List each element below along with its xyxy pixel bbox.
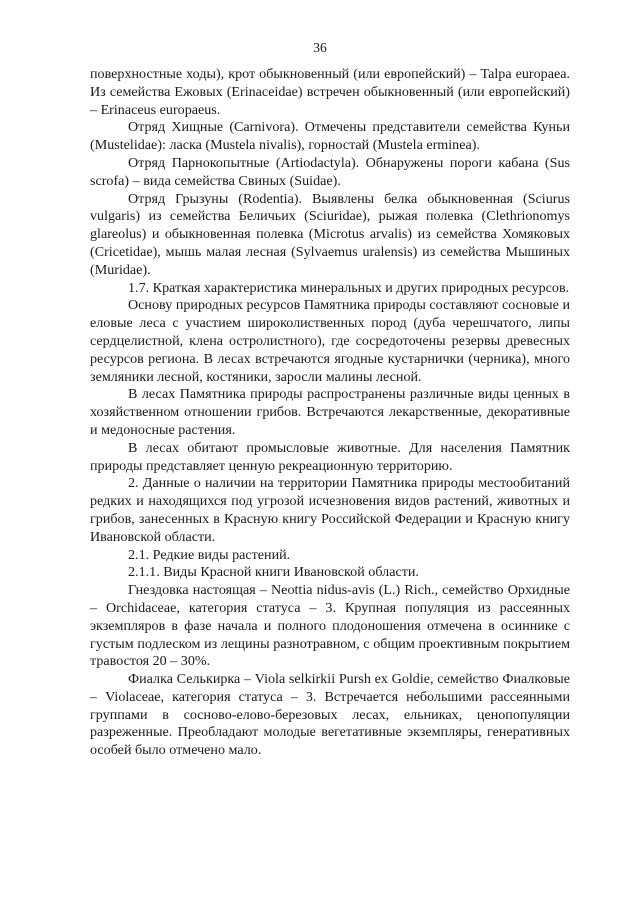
section-heading-2-1-1: 2.1.1. Виды Красной книги Ивановской области. xyxy=(128,564,419,581)
section-heading-2: 2. Данные о наличии на территории Памятника природы местообитаний редких и находящихся под угрозой исчезновения видов растений, животных и грибов, занесенных в Красную книгу Российской Федерации и Красную книгу Ивановской области. xyxy=(90,475,570,545)
paragraph-game-animals: В лесах обитают промысловые животные. Для населения Памятник природы представляет ценную рекреационную территорию. xyxy=(90,439,570,474)
paragraph-fungi: В лесах Памятника природы распространены различные виды ценных в хозяйственном отношении грибов. Встречаются лекарственные, декоративные и медоносные растения. xyxy=(90,386,570,438)
page-number: 36 xyxy=(313,40,327,55)
section-heading-1-7: 1.7. Краткая характеристика минеральных и других природных ресурсов. xyxy=(128,279,570,296)
paragraph-neottia: Гнездовка настоящая – Neottia nidus-avis (L.) Rich., семейство Орхидные – Orchidaceae, категория статуса – 3. Крупная популяция из рассеянных экземпляров в фазе начала и полного плодоношения отмечена в осиннике с густым подлеском из лещины разнотравном, с общим проективным покрытием травостоя 20 – 30%. xyxy=(90,582,570,670)
paragraph-carnivora: Отряд Хищные (Carnivora). Отмечены представители семейства Куньи (Mustelidae): ласка (Mustela nivalis), горностай (Mustela erminea). xyxy=(90,119,570,154)
paragraph-insectivora-continued: поверхностные ходы), крот обыкновенный (или европейский) – Talpa europaea. Из семейства Ежовых (Erinaceidae) встречен обыкновенный (или европейский) – Erinaceus europaeus. xyxy=(90,66,570,118)
paragraph-artiodactyla: Отряд Парнокопытные (Artiodactyla). Обнаружены пороги кабана (Sus scrofa) – вида семейства Свиных (Suidae). xyxy=(90,154,570,189)
paragraph-natural-resources: Основу природных ресурсов Памятника природы составляют сосновые и еловые леса с участием широколиственных пород (дуба черешчатого, липы сердцелистной, клена остролистного), где сосредоточены резервы древесных ресурсов региона. В лесах встречаются ягодные кустарнички (черника), много земляники лесной, костяники, заросли малины лесной. xyxy=(90,297,570,385)
document-body xyxy=(90,66,570,760)
paragraph-viola: Фиалка Селькирка – Viola selkirkii Pursh ex Goldie, семейство Фиалковые – Violaceae, категория статуса – 3. Встречается небольшими рассеянными группами в сосново-елово-березовых лесах, ельниках, ценопопуляции разреженные. Преобладают молодые вегетативные экземпляры, генеративных особей было отмечено мало. xyxy=(90,671,570,759)
section-heading-2-1: 2.1. Редкие виды растений. xyxy=(128,546,291,563)
paragraph-rodentia: Отряд Грызуны (Rodentia). Выявлены белка обыкновенная (Sciurus vulgaris) из семейства Беличьих (Sciuridae), рыжая полевка (Clethrionomys glareolus) и обыкновенная полевка (Microtus arvalis) из семейства Хомяковых (Cricetidae), мышь малая лесная (Sylvaemus uralensis) из семейства Мышиных (Muridae). xyxy=(90,190,570,278)
